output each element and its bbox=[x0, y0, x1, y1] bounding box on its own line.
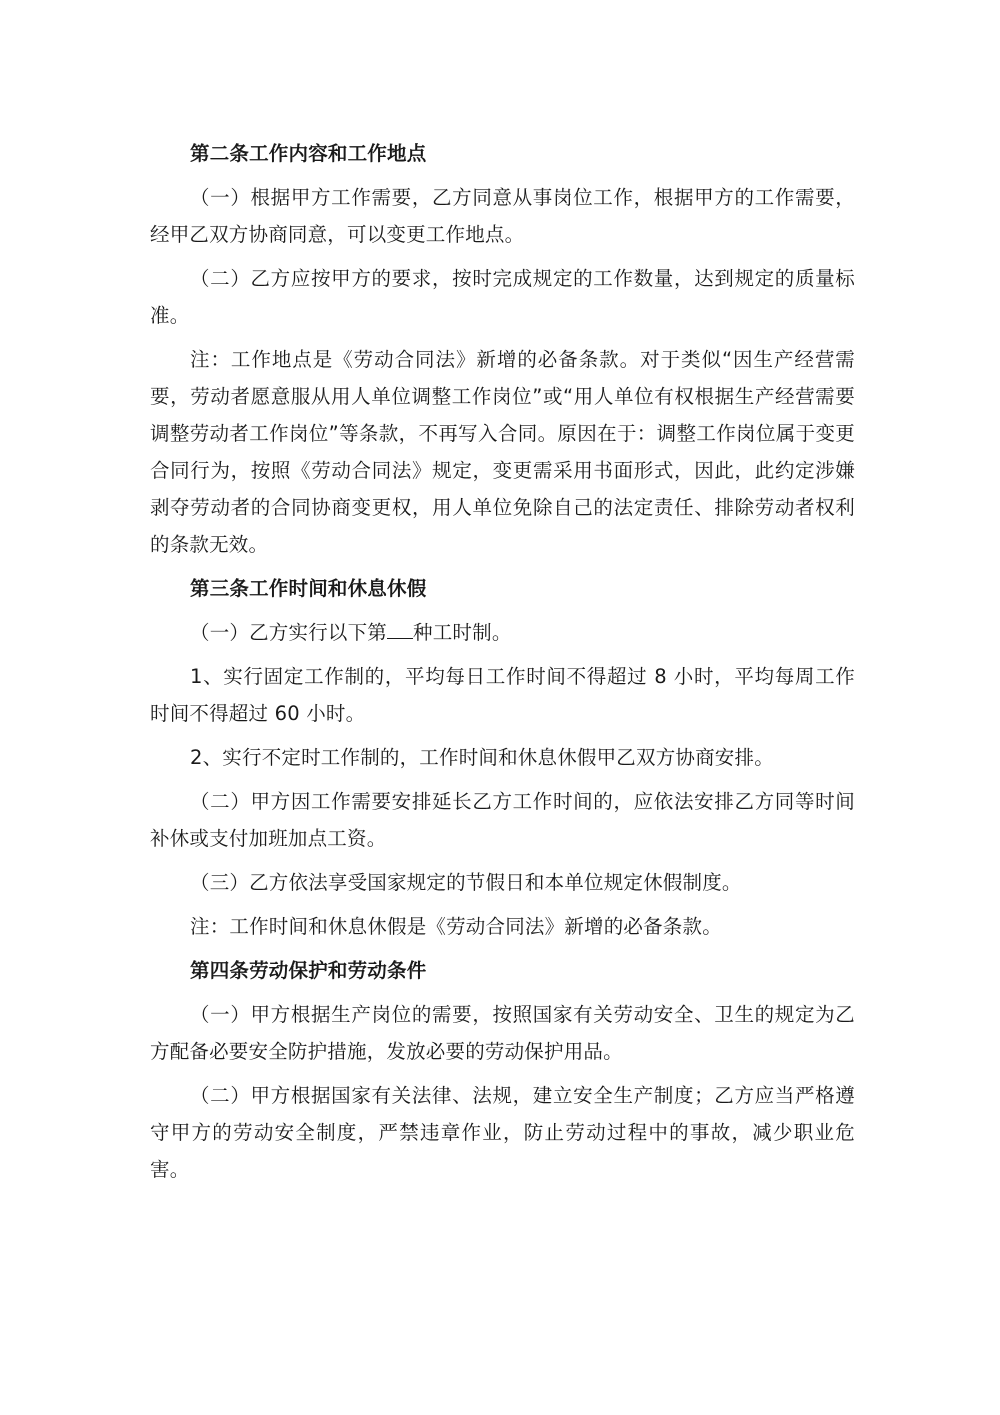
section-3-paragraph-1 bbox=[150, 614, 855, 651]
document-page bbox=[150, 135, 855, 1195]
section-2-paragraph-2: （二）乙方应按甲方的要求，按时完成规定的工作数量，达到规定的质量标准。 bbox=[150, 267, 855, 327]
section-3-paragraph-2: （二）甲方因工作需要安排延长乙方工作时间的，应依法安排乙方同等时间补休或支付加班加点工资。 bbox=[150, 790, 855, 850]
section-3-item-2: 2、实行不定时工作制的，工作时间和休息休假甲乙双方协商安排。 bbox=[190, 746, 774, 769]
section-3-heading: 第三条工作时间和休息休假 bbox=[190, 577, 427, 600]
section-3-paragraph-3: （三）乙方依法享受国家规定的节假日和本单位规定休假制度。 bbox=[190, 871, 742, 894]
section-3-item-1: 1、实行固定工作制的，平均每日工作时间不得超过 8 小时，平均每周工作时间不得超过 60 小时。 bbox=[150, 665, 855, 725]
section-4-paragraph-1: （一）甲方根据生产岗位的需要，按照国家有关劳动安全、卫生的规定为乙方配备必要安全防护措施，发放必要的劳动保护用品。 bbox=[150, 1003, 855, 1063]
section-2-heading: 第二条工作内容和工作地点 bbox=[190, 142, 427, 165]
section-3-note: 注：工作时间和休息休假是《劳动合同法》新增的必备条款。 bbox=[190, 915, 722, 938]
section-4-paragraph-2: （二）甲方根据国家有关法律、法规，建立安全生产制度；乙方应当严格遵守甲方的劳动安全制度，严禁违章作业，防止劳动过程中的事故，减少职业危害。 bbox=[150, 1084, 855, 1181]
fill-in-blank bbox=[387, 620, 413, 639]
section-2-paragraph-1: （一）根据甲方工作需要，乙方同意从事岗位工作，根据甲方的工作需要，经甲乙双方协商同意，可以变更工作地点。 bbox=[150, 186, 855, 246]
section-2-note: 注：工作地点是《劳动合同法》新增的必备条款。对于类似“因生产经营需要，劳动者愿意服从用人单位调整工作岗位”或“用人单位有权根据生产经营需要调整劳动者工作岗位”等条款，不再写入合同。原因在于：调整工作岗位属于变更合同行为，按照《劳动合同法》规定，变更需采用书面形式，因此，此约定涉嫌剥夺劳动者的合同协商变更权，用人单位免除自己的法定责任、排除劳动者权利的条款无效。 bbox=[150, 348, 855, 556]
section-3-paragraph-1-end: 种工时制。 bbox=[413, 621, 512, 644]
section-4-heading: 第四条劳动保护和劳动条件 bbox=[190, 959, 427, 982]
section-3-paragraph-1-start: （一）乙方实行以下第 bbox=[190, 621, 388, 644]
